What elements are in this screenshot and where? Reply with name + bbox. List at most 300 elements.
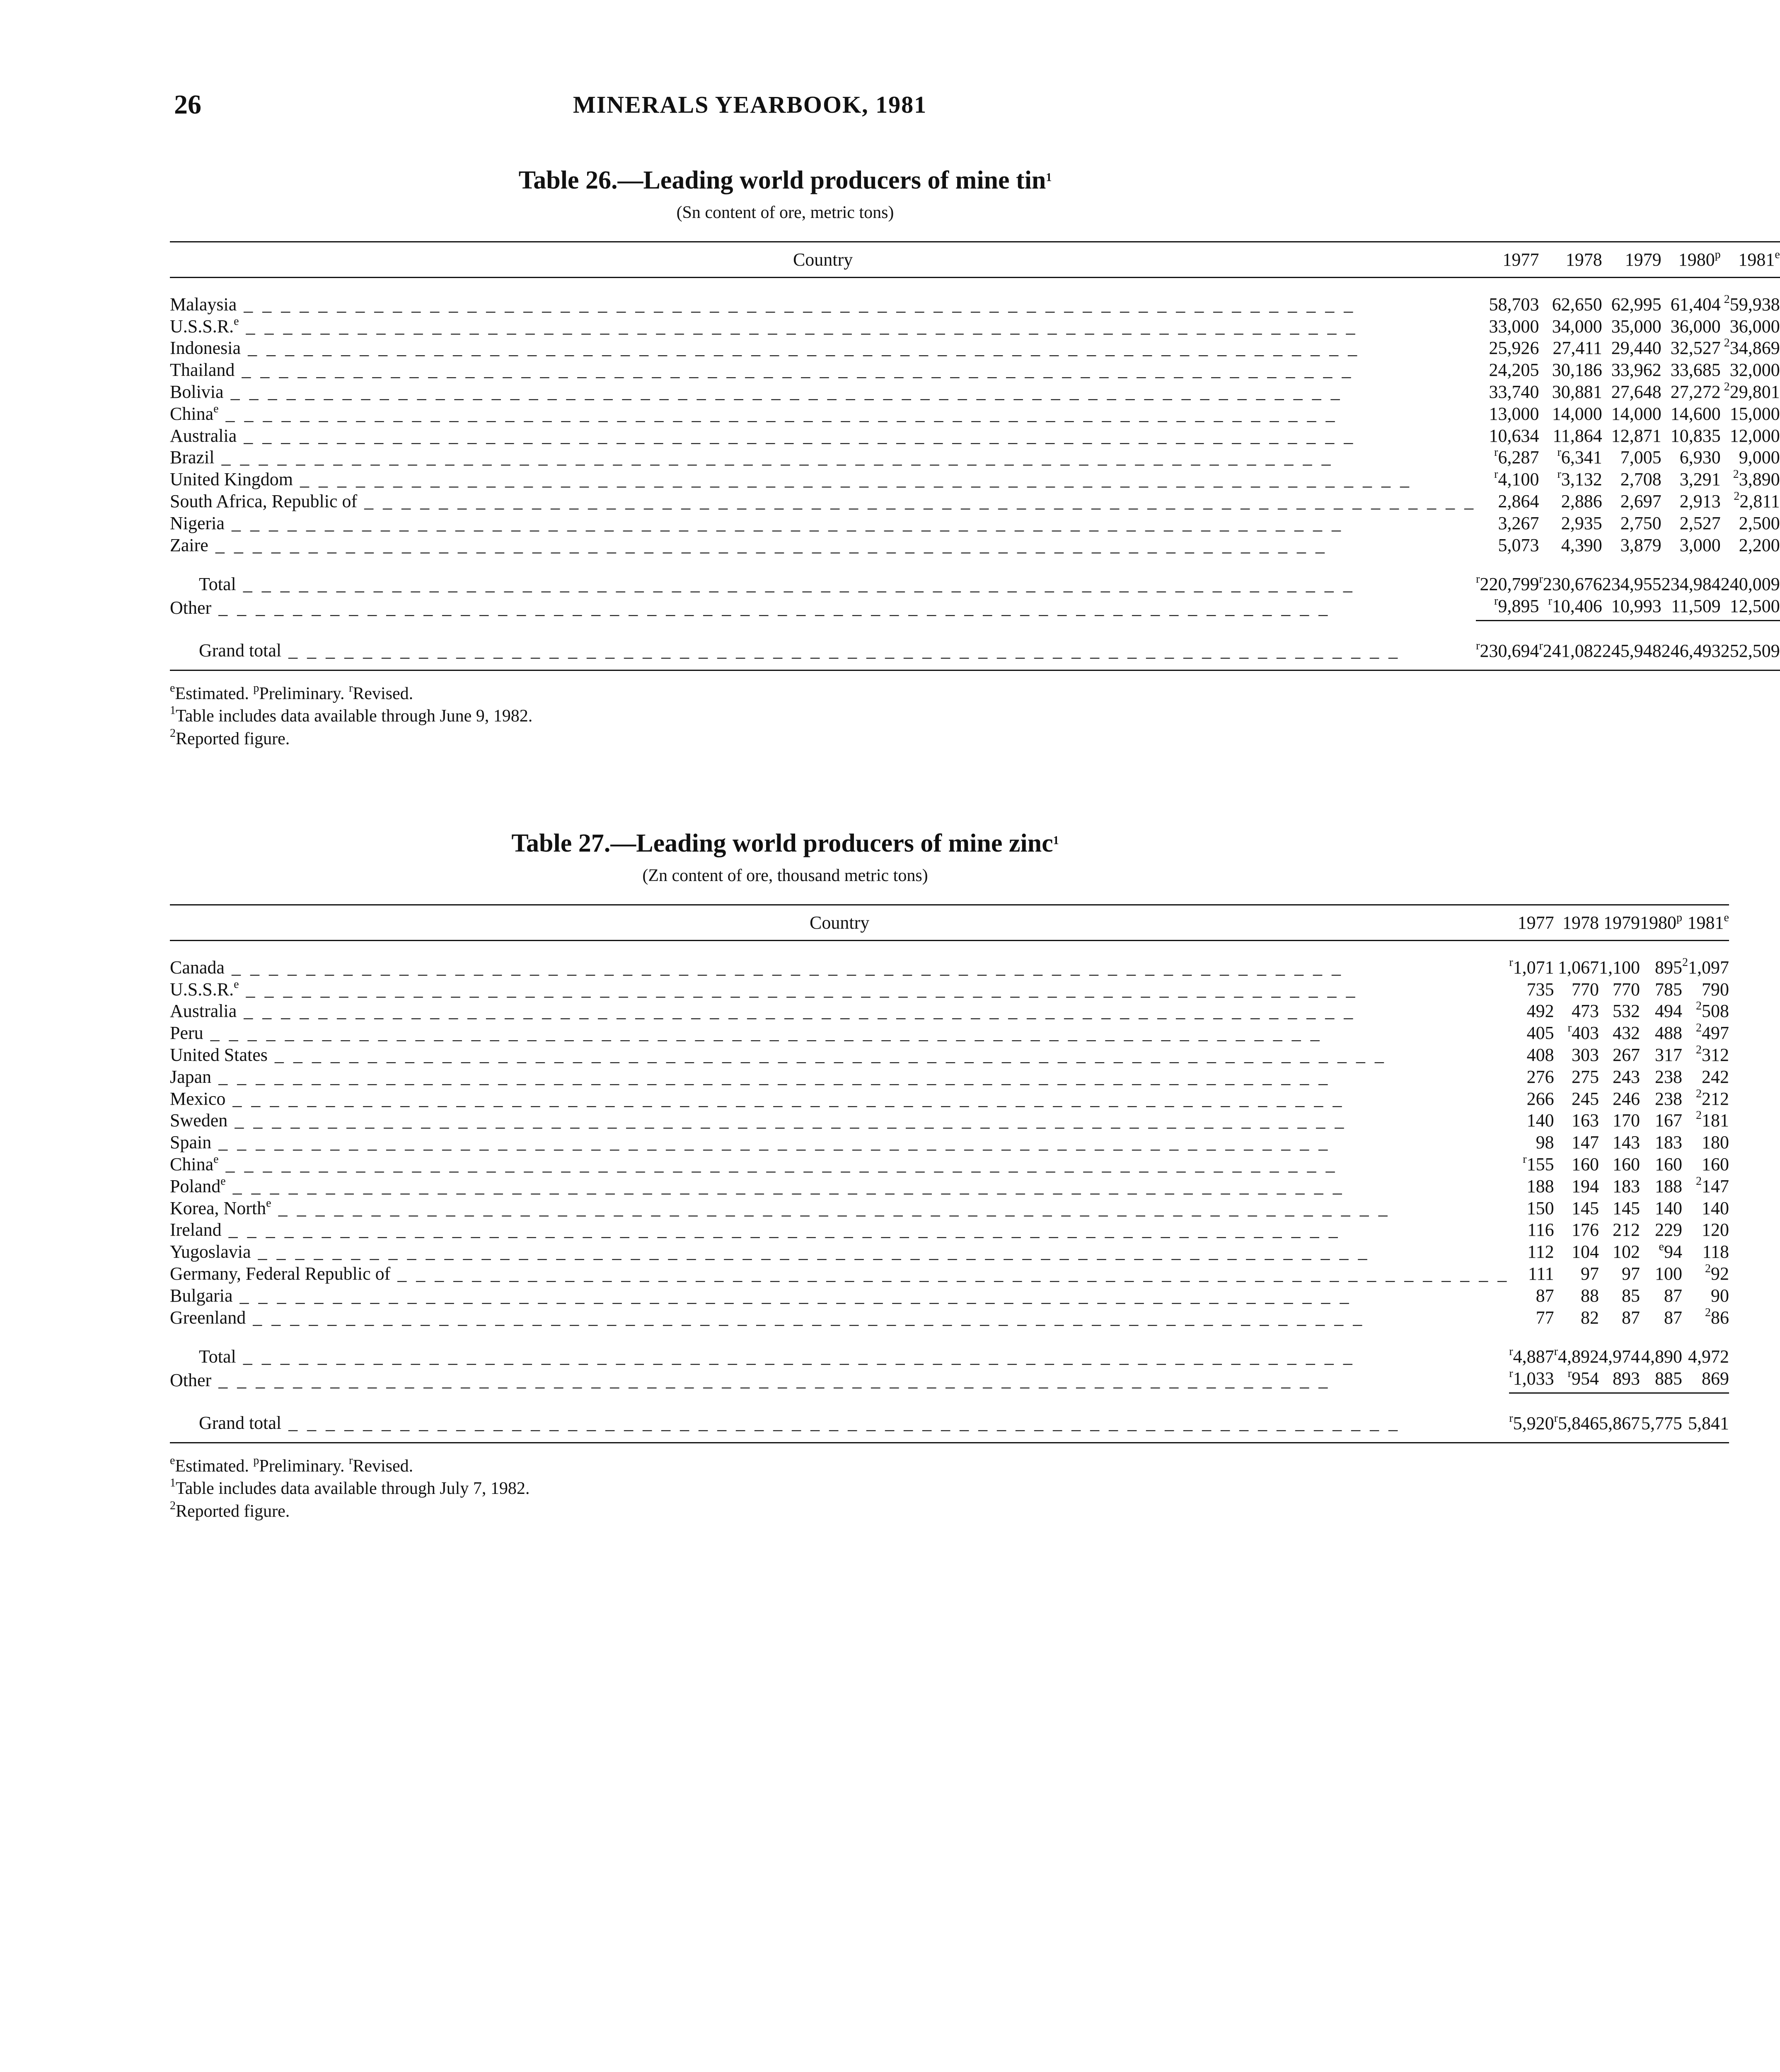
value: 220,799 (1480, 574, 1539, 595)
value: 27,272 (1670, 381, 1721, 402)
value-footnote-marker: r (1567, 1367, 1572, 1380)
country-name-cell (170, 620, 1476, 670)
value-cell (1539, 277, 1602, 315)
table-row (170, 1219, 1729, 1241)
column-header-year (1476, 242, 1539, 278)
value: 245 (1571, 1088, 1599, 1109)
value-cell (1682, 1285, 1729, 1307)
value-cell (1554, 1066, 1599, 1088)
country-name: Total (199, 574, 236, 595)
value-cell (1509, 1176, 1554, 1198)
value-footnote-marker: 2 (1724, 380, 1730, 393)
value: 112 (1527, 1242, 1554, 1262)
value: 145 (1571, 1198, 1599, 1218)
value-cell (1602, 425, 1661, 447)
value-footnote-marker: 2 (1705, 1262, 1711, 1275)
value-cell (1476, 513, 1539, 535)
value: 34,000 (1552, 316, 1602, 336)
value-cell (1682, 1066, 1729, 1088)
value: 160 (1612, 1154, 1640, 1174)
value: 4,100 (1498, 469, 1539, 490)
value: 2,935 (1561, 513, 1602, 533)
other-row (170, 1368, 1729, 1393)
country-name: Bolivia (170, 381, 224, 402)
column-label: 1981 (1687, 913, 1724, 933)
value: 2,527 (1679, 513, 1721, 533)
value-cell (1476, 403, 1539, 425)
value: 785 (1654, 979, 1682, 1000)
table-row (170, 403, 1780, 425)
value: 120 (1701, 1220, 1729, 1240)
value-cell (1661, 447, 1721, 469)
value-cell (1509, 940, 1554, 978)
value-cell (1602, 403, 1661, 425)
dot-leader: _ _ _ _ _ _ _ _ _ _ _ _ _ _ _ _ _ _ _ _ _ _ _ _ _ _ _ _ _ _ _ _ _ _ _ _ _ _ _ _ _ _ _ _ _ _ _ _ _ _ _ _ _ _ _ _ _ _ _ _ (281, 640, 1400, 661)
footnote-text: Revised. (353, 684, 414, 703)
value: 3,132 (1561, 469, 1602, 490)
value: 3,879 (1620, 535, 1661, 555)
footnote-line (170, 1477, 1326, 1500)
value-cell (1476, 381, 1539, 403)
footnote-text: Reported figure. (176, 1501, 290, 1521)
country-name: Korea, North (170, 1198, 266, 1218)
value: 12,000 (1729, 425, 1780, 446)
value-cell (1539, 337, 1602, 359)
column-label: 1980 (1678, 249, 1715, 270)
value-cell (1599, 1132, 1640, 1154)
value: 246 (1612, 1088, 1640, 1109)
table-row (170, 1241, 1729, 1263)
table-header (170, 905, 1729, 941)
value: 100 (1654, 1263, 1682, 1284)
value: 2,750 (1620, 513, 1661, 533)
value-cell (1640, 1307, 1682, 1329)
table-subtitle: (Sn content of ore, metric tons) (676, 203, 894, 222)
value-cell (1599, 1110, 1640, 1132)
value-cell (1539, 513, 1602, 535)
country-name: Greenland (170, 1307, 246, 1328)
value-cell (1599, 1088, 1640, 1110)
value-cell (1640, 1132, 1682, 1154)
value-cell (1599, 1044, 1640, 1066)
value-cell (1640, 1198, 1682, 1220)
country-name-cell (170, 1198, 1509, 1220)
dot-leader: _ _ _ _ _ _ _ _ _ _ _ _ _ _ _ _ _ _ _ _ _ _ _ _ _ _ _ _ _ _ _ _ _ _ _ _ _ _ _ _ _ _ _ _ _ _ _ _ _ _ _ _ _ _ _ _ _ _ _ _ (267, 1044, 1386, 1065)
value-cell (1640, 1022, 1682, 1044)
value: 98 (1536, 1132, 1554, 1153)
country-footnote-marker: e (234, 978, 239, 991)
dot-leader: _ _ _ _ _ _ _ _ _ _ _ _ _ _ _ _ _ _ _ _ _ _ _ _ _ _ _ _ _ _ _ _ _ _ _ _ _ _ _ _ _ _ _ _ _ _ _ _ _ _ _ _ _ _ _ _ _ _ _ _ (211, 1066, 1330, 1087)
value-cell (1682, 1368, 1729, 1393)
value-footnote-marker: r (1476, 639, 1480, 652)
table-row (170, 491, 1780, 513)
dot-leader: _ _ _ _ _ _ _ _ _ _ _ _ _ _ _ _ _ _ _ _ _ _ _ _ _ _ _ _ _ _ _ _ _ _ _ _ _ _ _ _ _ _ _ _ _ _ _ _ _ _ _ _ _ _ _ _ _ _ _ _ (223, 381, 1342, 402)
value: 14,000 (1552, 403, 1602, 424)
value-cell (1661, 513, 1721, 535)
footnote-marker: p (253, 681, 259, 695)
value-cell (1554, 940, 1599, 978)
value: 893 (1612, 1368, 1640, 1389)
dot-leader: _ _ _ _ _ _ _ _ _ _ _ _ _ _ _ _ _ _ _ _ _ _ _ _ _ _ _ _ _ _ _ _ _ _ _ _ _ _ _ _ _ _ _ _ _ _ _ _ _ _ _ _ _ _ _ _ _ _ _ _ (214, 447, 1333, 468)
country-name-cell (170, 425, 1476, 447)
country-name: Poland (170, 1176, 221, 1196)
dot-leader: _ _ _ _ _ _ _ _ _ _ _ _ _ _ _ _ _ _ _ _ _ _ _ _ _ _ _ _ _ _ _ _ _ _ _ _ _ _ _ _ _ _ _ _ _ _ _ _ _ _ _ _ _ _ _ _ _ _ _ _ (251, 1242, 1370, 1262)
value: 5,846 (1558, 1413, 1599, 1433)
value-footnote-marker: r (1494, 595, 1498, 608)
value-cell (1640, 1393, 1682, 1443)
value: 3,000 (1679, 535, 1721, 555)
footnote-marker: r (348, 1454, 353, 1467)
value-cell (1682, 1110, 1729, 1132)
value-cell (1599, 1176, 1640, 1198)
value-cell (1554, 1000, 1599, 1022)
value-cell (1682, 979, 1729, 1001)
value: 116 (1527, 1220, 1554, 1240)
dot-leader: _ _ _ _ _ _ _ _ _ _ _ _ _ _ _ _ _ _ _ _ _ _ _ _ _ _ _ _ _ _ _ _ _ _ _ _ _ _ _ _ _ _ _ _ _ _ _ _ _ _ _ _ _ _ _ _ _ _ _ _ (236, 1346, 1355, 1367)
value: 104 (1571, 1242, 1599, 1262)
value: 87 (1536, 1285, 1554, 1306)
country-name: U.S.S.R. (170, 316, 234, 336)
value: 5,841 (1688, 1413, 1729, 1433)
running-title: MINERALS YEARBOOK, 1981 (573, 91, 927, 118)
value: 194 (1571, 1176, 1599, 1196)
value-cell (1640, 1176, 1682, 1198)
value-footnote-marker: r (1494, 446, 1498, 459)
value: 770 (1612, 979, 1640, 1000)
footnote-marker: r (348, 681, 353, 695)
table-row (170, 1088, 1729, 1110)
value: 10,634 (1489, 425, 1539, 446)
dot-leader: _ _ _ _ _ _ _ _ _ _ _ _ _ _ _ _ _ _ _ _ _ _ _ _ _ _ _ _ _ _ _ _ _ _ _ _ _ _ _ _ _ _ _ _ _ _ _ _ _ _ _ _ _ _ _ _ _ _ _ _ (218, 1154, 1337, 1174)
value: 5,920 (1513, 1413, 1554, 1433)
value-cell (1640, 1066, 1682, 1088)
table-row (170, 1000, 1729, 1022)
value: 267 (1612, 1044, 1640, 1065)
value: 5,775 (1641, 1413, 1682, 1433)
column-header-year (1599, 905, 1640, 941)
value-cell (1509, 1285, 1554, 1307)
value: 497 (1701, 1023, 1729, 1043)
value-cell (1602, 595, 1661, 620)
value: 473 (1571, 1001, 1599, 1021)
value: 4,892 (1558, 1346, 1599, 1367)
value-cell (1602, 337, 1661, 359)
value-cell (1554, 1368, 1599, 1393)
value-cell (1539, 425, 1602, 447)
footnote-line (170, 683, 1326, 705)
footnotes (170, 683, 1326, 750)
value: 188 (1654, 1176, 1682, 1196)
value: 33,000 (1489, 316, 1539, 336)
value: 33,740 (1489, 381, 1539, 402)
value: 3,267 (1498, 513, 1539, 533)
footnote-line (170, 728, 1326, 750)
dot-leader: _ _ _ _ _ _ _ _ _ _ _ _ _ _ _ _ _ _ _ _ _ _ _ _ _ _ _ _ _ _ _ _ _ _ _ _ _ _ _ _ _ _ _ _ _ _ _ _ _ _ _ _ _ _ _ _ _ _ _ _ (224, 513, 1343, 533)
value-footnote-marker: 2 (1682, 956, 1688, 969)
table-row (170, 1285, 1729, 1307)
value: 160 (1654, 1154, 1682, 1174)
value: 62,995 (1611, 294, 1661, 315)
footnote-marker: e (170, 681, 175, 695)
header-row (170, 905, 1729, 941)
value: 11,864 (1553, 425, 1602, 446)
value-footnote-marker: r (1509, 956, 1513, 969)
value-cell (1509, 1241, 1554, 1263)
value: 9,895 (1498, 596, 1539, 617)
value: 494 (1654, 1001, 1682, 1021)
footnote-text: Preliminary. (259, 684, 349, 703)
column-footnote-marker: e (1775, 248, 1780, 261)
value-cell (1682, 1393, 1729, 1443)
value: 5,867 (1599, 1413, 1640, 1433)
column-header-year (1721, 242, 1780, 278)
value-cell (1640, 1044, 1682, 1066)
country-name-cell (170, 277, 1476, 315)
table-row (170, 513, 1780, 535)
value: 1,100 (1599, 957, 1640, 978)
country-name-cell (170, 359, 1476, 381)
footnote-line (170, 1455, 1326, 1478)
country-name-cell (170, 513, 1476, 535)
value: 9,000 (1739, 447, 1780, 468)
value-cell (1554, 1198, 1599, 1220)
value: 508 (1701, 1001, 1729, 1021)
country-name-cell (170, 940, 1509, 978)
value-cell (1661, 491, 1721, 513)
country-name: Brazil (170, 447, 215, 468)
total-row (170, 1329, 1729, 1368)
value: 238 (1654, 1088, 1682, 1109)
country-name-cell (170, 1044, 1509, 1066)
column-label: 1977 (1502, 249, 1539, 270)
value: 85 (1621, 1285, 1640, 1306)
value-cell (1554, 1044, 1599, 1066)
value-cell (1721, 381, 1780, 403)
column-header-year (1682, 905, 1729, 941)
value-cell (1539, 535, 1602, 557)
table-row (170, 359, 1780, 381)
value: 245,948 (1602, 640, 1661, 661)
dot-leader: _ _ _ _ _ _ _ _ _ _ _ _ _ _ _ _ _ _ _ _ _ _ _ _ _ _ _ _ _ _ _ _ _ _ _ _ _ _ _ _ _ _ _ _ _ _ _ _ _ _ _ _ _ _ _ _ _ _ _ _ (239, 316, 1358, 336)
value-footnote-marker: 2 (1734, 489, 1740, 503)
value-footnote-marker: 2 (1695, 1000, 1702, 1013)
value: 183 (1654, 1132, 1682, 1153)
dot-leader: _ _ _ _ _ _ _ _ _ _ _ _ _ _ _ _ _ _ _ _ _ _ _ _ _ _ _ _ _ _ _ _ _ _ _ _ _ _ _ _ _ _ _ _ _ _ _ _ _ _ _ _ _ _ _ _ _ _ _ _ (390, 1263, 1509, 1284)
value-cell (1661, 620, 1721, 670)
value-cell (1721, 316, 1780, 338)
value: 242 (1701, 1066, 1729, 1087)
value-footnote-marker: r (1554, 1411, 1558, 1425)
country-name-cell (170, 556, 1476, 595)
grand-total-row (170, 620, 1780, 670)
table-title-text: Table 26.—Leading world producers of mine tin (518, 166, 1046, 194)
dot-leader: _ _ _ _ _ _ _ _ _ _ _ _ _ _ _ _ _ _ _ _ _ _ _ _ _ _ _ _ _ _ _ _ _ _ _ _ _ _ _ _ _ _ _ _ _ _ _ _ _ _ _ _ _ _ _ _ _ _ _ _ (237, 294, 1356, 315)
value-cell (1599, 1022, 1640, 1044)
dot-leader: _ _ _ _ _ _ _ _ _ _ _ _ _ _ _ _ _ _ _ _ _ _ _ _ _ _ _ _ _ _ _ _ _ _ _ _ _ _ _ _ _ _ _ _ _ _ _ _ _ _ _ _ _ _ _ _ _ _ _ _ (203, 1023, 1322, 1043)
country-footnote-marker: e (234, 315, 239, 328)
value: 140 (1701, 1198, 1729, 1218)
value-cell (1599, 1263, 1640, 1285)
value-cell (1682, 1176, 1729, 1198)
value-cell (1599, 1307, 1640, 1329)
table-body (170, 940, 1729, 1443)
column-header-year (1661, 242, 1721, 278)
value: 212 (1612, 1220, 1640, 1240)
value-cell (1661, 595, 1721, 620)
value: 11,509 (1671, 596, 1721, 617)
value: 188 (1526, 1176, 1554, 1196)
value: 30,186 (1552, 360, 1602, 380)
table-row (170, 447, 1780, 469)
country-name-cell (170, 1307, 1509, 1329)
value: 212 (1701, 1088, 1729, 1109)
value-cell (1476, 556, 1539, 595)
grand-total-row (170, 1393, 1729, 1443)
value-cell (1509, 1088, 1554, 1110)
value: 2,913 (1679, 491, 1721, 511)
value-cell (1539, 316, 1602, 338)
value-cell (1554, 1176, 1599, 1198)
value-cell (1599, 1329, 1640, 1368)
value: 408 (1526, 1044, 1554, 1065)
value-cell (1682, 1263, 1729, 1285)
value: 97 (1580, 1263, 1599, 1284)
value-cell (1509, 1368, 1554, 1393)
table-subtitle: (Zn content of ore, thousand metric tons) (642, 866, 928, 885)
column-footnote-marker: e (1724, 911, 1729, 924)
country-name: Thailand (170, 360, 235, 380)
value: 869 (1701, 1368, 1729, 1389)
value: 62,650 (1552, 294, 1602, 315)
country-name: Japan (170, 1066, 212, 1087)
value-cell (1661, 469, 1721, 491)
value-cell (1682, 1044, 1729, 1066)
value-cell (1661, 316, 1721, 338)
value: 10,993 (1611, 596, 1661, 617)
value: 10,835 (1670, 425, 1721, 446)
data-table (170, 904, 1729, 1443)
value-cell (1554, 1263, 1599, 1285)
value-cell (1476, 316, 1539, 338)
table-row (170, 979, 1729, 1001)
value: 12,871 (1611, 425, 1661, 446)
value-cell (1509, 1219, 1554, 1241)
value-cell (1640, 1088, 1682, 1110)
footnote-marker: 1 (170, 1477, 176, 1490)
value: 167 (1654, 1110, 1682, 1131)
dot-leader: _ _ _ _ _ _ _ _ _ _ _ _ _ _ _ _ _ _ _ _ _ _ _ _ _ _ _ _ _ _ _ _ _ _ _ _ _ _ _ _ _ _ _ _ _ _ _ _ _ _ _ _ _ _ _ _ _ _ _ _ (227, 1110, 1347, 1131)
value-cell (1509, 1329, 1554, 1368)
column-header-year (1640, 905, 1682, 941)
value-footnote-marker: r (1494, 468, 1498, 481)
value-cell (1554, 1219, 1599, 1241)
value-cell (1476, 469, 1539, 491)
dot-leader: _ _ _ _ _ _ _ _ _ _ _ _ _ _ _ _ _ _ _ _ _ _ _ _ _ _ _ _ _ _ _ _ _ _ _ _ _ _ _ _ _ _ _ _ _ _ _ _ _ _ _ _ _ _ _ _ _ _ _ _ (237, 425, 1356, 446)
country-footnote-marker: e (266, 1196, 271, 1210)
value-cell (1682, 1219, 1729, 1241)
value: 155 (1526, 1154, 1554, 1174)
table-27-block (170, 829, 1729, 1523)
footnote-marker: 2 (170, 726, 176, 740)
country-name: Other (170, 1370, 212, 1390)
value: 24,205 (1489, 360, 1539, 380)
column-footnote-marker: p (1676, 911, 1682, 924)
footnote-marker: 1 (170, 704, 176, 717)
value-cell (1509, 1044, 1554, 1066)
footnotes (170, 1455, 1326, 1523)
dot-leader: _ _ _ _ _ _ _ _ _ _ _ _ _ _ _ _ _ _ _ _ _ _ _ _ _ _ _ _ _ _ _ _ _ _ _ _ _ _ _ _ _ _ _ _ _ _ _ _ _ _ _ _ _ _ _ _ _ _ _ _ (221, 1220, 1340, 1240)
value: 29,801 (1729, 381, 1780, 402)
country-name: Malaysia (170, 294, 237, 315)
value: 4,390 (1561, 535, 1602, 555)
country-name: South Africa, Republic of (170, 491, 358, 511)
value-cell (1599, 1241, 1640, 1263)
header-row (170, 242, 1780, 278)
country-name: Zaire (170, 535, 208, 555)
country-name: Nigeria (170, 513, 225, 533)
value: 102 (1612, 1242, 1640, 1262)
dot-leader: _ _ _ _ _ _ _ _ _ _ _ _ _ _ _ _ _ _ _ _ _ _ _ _ _ _ _ _ _ _ _ _ _ _ _ _ _ _ _ _ _ _ _ _ _ _ _ _ _ _ _ _ _ _ _ _ _ _ _ _ (246, 1307, 1365, 1328)
title-footnote-marker: 1 (1053, 834, 1059, 847)
value-cell (1476, 620, 1539, 670)
table-title (244, 829, 1326, 858)
dot-leader: _ _ _ _ _ _ _ _ _ _ _ _ _ _ _ _ _ _ _ _ _ _ _ _ _ _ _ _ _ _ _ _ _ _ _ _ _ _ _ _ _ _ _ _ _ _ _ _ _ _ _ _ _ _ _ _ _ _ _ _ (232, 1285, 1352, 1306)
value-footnote-marker: r (1523, 1152, 1527, 1166)
table-row (170, 1110, 1729, 1132)
value-cell (1476, 595, 1539, 620)
value: 2,886 (1561, 491, 1602, 511)
table-row (170, 425, 1780, 447)
value-cell (1721, 513, 1780, 535)
value-cell (1602, 535, 1661, 557)
value: 3,890 (1739, 469, 1780, 490)
value-cell (1476, 535, 1539, 557)
value: 488 (1654, 1023, 1682, 1043)
value: 240,009 (1720, 574, 1780, 595)
footnote-text: Table includes data available through June 9, 1982. (176, 707, 533, 726)
value-cell (1509, 979, 1554, 1001)
value-cell (1509, 1307, 1554, 1329)
country-name: Peru (170, 1023, 203, 1043)
value: 241,082 (1543, 640, 1602, 661)
value: 2,708 (1620, 469, 1661, 490)
value: 405 (1526, 1023, 1554, 1043)
value-cell (1721, 337, 1780, 359)
value: 33,962 (1611, 360, 1661, 380)
value-cell (1721, 491, 1780, 513)
value: 59,938 (1729, 294, 1780, 315)
country-name-cell (170, 403, 1476, 425)
value-cell (1539, 491, 1602, 513)
value-footnote-marker: r (1567, 1021, 1572, 1035)
value: 234,955 (1602, 574, 1661, 595)
country-name-cell (170, 1066, 1509, 1088)
value-cell (1661, 556, 1721, 595)
value: 252,509 (1720, 640, 1780, 661)
table-26-block (170, 166, 1780, 750)
value-cell (1599, 1393, 1640, 1443)
table-row (170, 1263, 1729, 1285)
value: 88 (1580, 1285, 1599, 1306)
footnote-text: Reported figure. (176, 729, 290, 748)
table-row (170, 1307, 1729, 1329)
value-cell (1682, 1132, 1729, 1154)
value-cell (1554, 1154, 1599, 1176)
value-cell (1476, 447, 1539, 469)
value-cell (1682, 940, 1729, 978)
value-cell (1599, 1154, 1640, 1176)
footnote-line (170, 705, 1326, 728)
